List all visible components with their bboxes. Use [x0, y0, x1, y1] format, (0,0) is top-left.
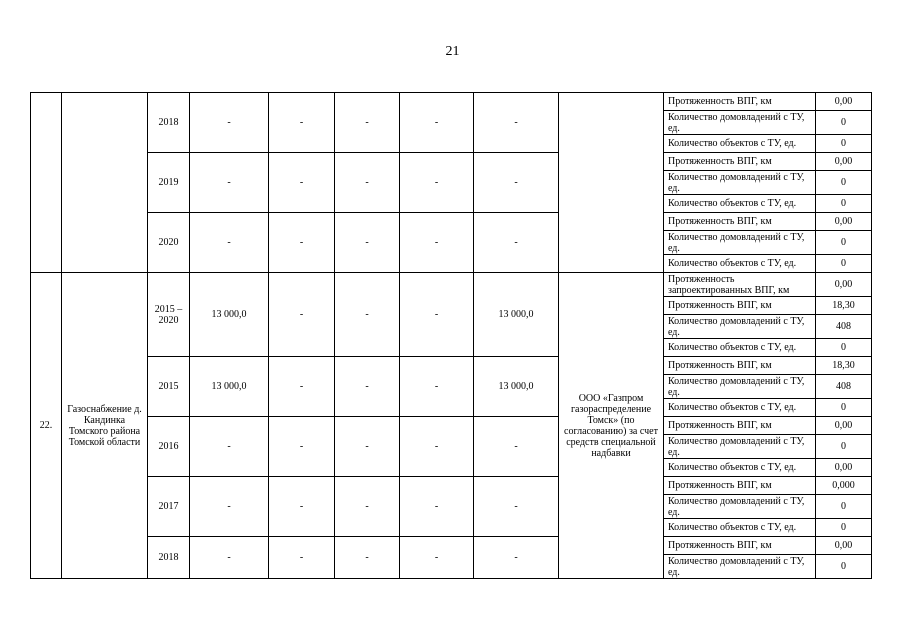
item-number-cell [31, 93, 62, 273]
table-row [31, 357, 872, 375]
total-cell: - [190, 477, 269, 537]
indicator-label: Протяженность ВПГ, км [664, 213, 816, 231]
funding-cell: 13 000,0 [474, 273, 559, 357]
indicator-value: 18,30 [816, 357, 872, 375]
indicator-value: 0,00 [816, 273, 872, 297]
funding-cell: - [474, 537, 559, 579]
funding-cell: - [269, 273, 335, 357]
funding-cell: - [269, 417, 335, 477]
indicator-label: Протяженность запроектированных ВПГ, км [664, 273, 816, 297]
indicator-value: 0 [816, 435, 872, 459]
indicator-value: 0 [816, 135, 872, 153]
table-body [31, 93, 872, 579]
year-cell: 2015 – 2020 [148, 273, 190, 357]
table-row [31, 477, 872, 495]
total-cell: - [190, 213, 269, 273]
funding-cell: - [474, 93, 559, 153]
year-cell: 2019 [148, 153, 190, 213]
indicator-label: Протяженность ВПГ, км [664, 537, 816, 555]
funding-cell: - [269, 93, 335, 153]
funding-cell: - [335, 357, 400, 417]
funding-cell: - [474, 477, 559, 537]
indicator-value: 0,00 [816, 459, 872, 477]
funding-cell: - [400, 477, 474, 537]
indicator-value: 0,00 [816, 213, 872, 231]
funding-cell: - [269, 153, 335, 213]
funding-cell: - [269, 537, 335, 579]
indicator-value: 18,30 [816, 297, 872, 315]
indicator-label: Протяженность ВПГ, км [664, 357, 816, 375]
indicator-label: Протяженность ВПГ, км [664, 93, 816, 111]
funding-cell: - [335, 273, 400, 357]
funding-cell: - [335, 417, 400, 477]
indicator-value: 0,00 [816, 537, 872, 555]
object-name-cell [62, 93, 148, 273]
indicator-value: 408 [816, 375, 872, 399]
year-cell: 2017 [148, 477, 190, 537]
indicator-value: 0 [816, 399, 872, 417]
indicator-value: 0 [816, 111, 872, 135]
year-cell: 2016 [148, 417, 190, 477]
indicator-label: Протяженность ВПГ, км [664, 153, 816, 171]
total-cell: - [190, 417, 269, 477]
page-number: 21 [445, 44, 460, 59]
indicator-value: 0 [816, 195, 872, 213]
item-number-cell: 22. [31, 273, 62, 579]
indicator-label: Протяженность ВПГ, км [664, 477, 816, 495]
indicator-label: Количество домовладений с ТУ, ед. [664, 111, 816, 135]
total-cell: 13 000,0 [190, 357, 269, 417]
indicator-label: Количество домовладений с ТУ, ед. [664, 315, 816, 339]
indicator-label: Количество объектов с ТУ, ед. [664, 135, 816, 153]
indicator-label: Количество объектов с ТУ, ед. [664, 519, 816, 537]
indicator-label: Количество объектов с ТУ, ед. [664, 195, 816, 213]
table-row [31, 153, 872, 171]
table-row [31, 417, 872, 435]
indicator-label: Количество домовладений с ТУ, ед. [664, 435, 816, 459]
funding-cell: - [335, 537, 400, 579]
year-cell: 2020 [148, 213, 190, 273]
indicator-label: Количество домовладений с ТУ, ед. [664, 231, 816, 255]
funding-cell: - [269, 357, 335, 417]
indicator-label: Количество домовладений с ТУ, ед. [664, 495, 816, 519]
indicator-value: 0 [816, 495, 872, 519]
total-cell: - [190, 153, 269, 213]
total-cell: - [190, 93, 269, 153]
funding-cell: - [400, 93, 474, 153]
indicator-value: 0 [816, 255, 872, 273]
indicator-value: 0,00 [816, 153, 872, 171]
indicator-label: Количество объектов с ТУ, ед. [664, 459, 816, 477]
funding-cell: - [400, 417, 474, 477]
total-cell: 13 000,0 [190, 273, 269, 357]
funding-cell: - [474, 417, 559, 477]
funding-cell: - [269, 213, 335, 273]
indicator-value: 0 [816, 519, 872, 537]
funding-cell: - [400, 537, 474, 579]
year-cell: 2018 [148, 537, 190, 579]
table-row [31, 93, 872, 111]
indicator-value: 0 [816, 171, 872, 195]
funding-cell: - [400, 213, 474, 273]
funding-cell: - [400, 153, 474, 213]
indicator-value: 408 [816, 315, 872, 339]
funding-cell: - [335, 477, 400, 537]
indicator-value: 0 [816, 339, 872, 357]
indicator-label: Протяженность ВПГ, км [664, 417, 816, 435]
funding-cell: - [474, 213, 559, 273]
funding-cell: - [474, 153, 559, 213]
total-cell: - [190, 537, 269, 579]
indicator-label: Количество объектов с ТУ, ед. [664, 255, 816, 273]
executor-cell: ООО «Газпром газораспределение Томск» (по согласованию) за счет средств специальной надбавки [559, 273, 664, 579]
table-row [31, 537, 872, 555]
indicator-value: 0 [816, 555, 872, 579]
year-cell: 2018 [148, 93, 190, 153]
indicator-label: Количество объектов с ТУ, ед. [664, 399, 816, 417]
indicator-value: 0,000 [816, 477, 872, 495]
funding-cell: - [269, 477, 335, 537]
executor-cell [559, 93, 664, 273]
indicator-label: Количество домовладений с ТУ, ед. [664, 375, 816, 399]
indicator-label: Количество объектов с ТУ, ед. [664, 339, 816, 357]
indicator-value: 0,00 [816, 417, 872, 435]
object-name-cell: Газоснабжение д. Кандинка Томского района Томской области [62, 273, 148, 579]
indicator-label: Количество домовладений с ТУ, ед. [664, 171, 816, 195]
funding-cell: - [400, 357, 474, 417]
indicator-value: 0,00 [816, 93, 872, 111]
table-row [31, 213, 872, 231]
funding-cell: - [335, 213, 400, 273]
indicator-label: Протяженность ВПГ, км [664, 297, 816, 315]
funding-cell: - [335, 93, 400, 153]
table-row [31, 273, 872, 297]
funding-cell: - [400, 273, 474, 357]
indicator-label: Количество домовладений с ТУ, ед. [664, 555, 816, 579]
year-cell: 2015 [148, 357, 190, 417]
funding-cell: - [335, 153, 400, 213]
funding-cell: 13 000,0 [474, 357, 559, 417]
indicator-value: 0 [816, 231, 872, 255]
program-table [30, 92, 872, 579]
